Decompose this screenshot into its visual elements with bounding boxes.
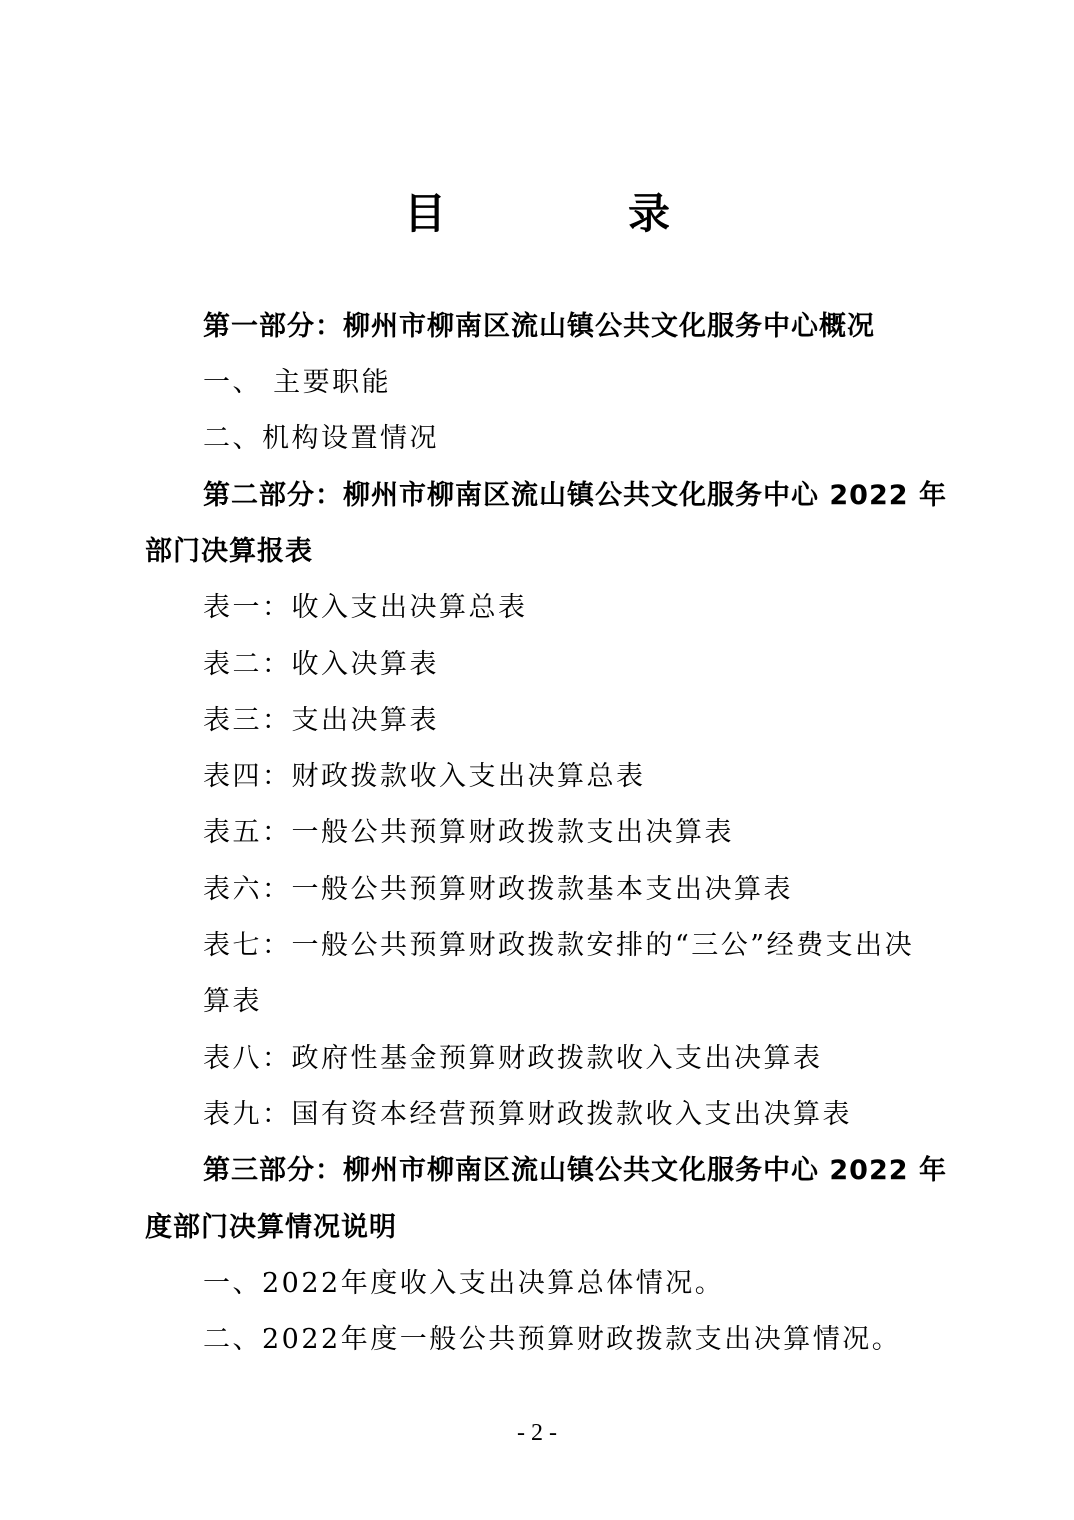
toc-item-organization: 二、机构设置情况: [203, 423, 439, 454]
toc-item-table-5: 表五：一般公共预算财政拨款支出决算表: [203, 817, 734, 848]
toc-item-table-7-continued: 算表: [203, 986, 262, 1017]
part2-heading-line2: 部门决算报表: [145, 536, 313, 567]
toc-item-table-7: 表七：一般公共预算财政拨款安排的“三公”经费支出决: [203, 930, 915, 961]
toc-item-table-4: 表四：财政拨款收入支出决算总表: [203, 761, 646, 792]
toc-item-overall-situation: 一、2022年度收入支出决算总体情况。: [203, 1268, 725, 1299]
toc-item-main-functions: 一、 主要职能: [203, 367, 392, 398]
part1-heading: 第一部分：柳州市柳南区流山镇公共文化服务中心概况: [203, 311, 875, 342]
toc-item-general-budget-expenditure: 二、2022年度一般公共预算财政拨款支出决算情况。: [203, 1324, 902, 1355]
page-number: - 2 -: [517, 1420, 557, 1446]
part3-heading-line1: 第三部分：柳州市柳南区流山镇公共文化服务中心 2022 年: [203, 1155, 947, 1186]
toc-item-table-2: 表二：收入决算表: [203, 649, 439, 680]
page-title: 目 录: [403, 189, 740, 238]
toc-item-table-6: 表六：一般公共预算财政拨款基本支出决算表: [203, 874, 793, 905]
part2-heading-line1: 第二部分：柳州市柳南区流山镇公共文化服务中心 2022 年: [203, 480, 947, 511]
toc-item-table-8: 表八：政府性基金预算财政拨款收入支出决算表: [203, 1043, 823, 1074]
part3-heading-line2: 度部门决算情况说明: [145, 1212, 397, 1243]
toc-item-table-1: 表一：收入支出决算总表: [203, 592, 528, 623]
toc-item-table-3: 表三：支出决算表: [203, 705, 439, 736]
toc-item-table-9: 表九：国有资本经营预算财政拨款收入支出决算表: [203, 1099, 852, 1130]
